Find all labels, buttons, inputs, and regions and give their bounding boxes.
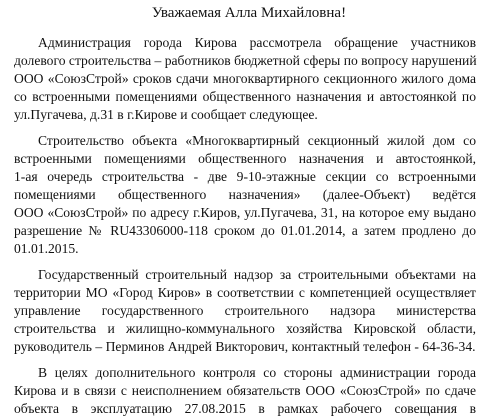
paragraph-line: ООО «СоюзСтрой» по адресу г.Киров, ул.Пугачева, 31, на которое ему выдано [14, 205, 476, 220]
paragraph-line: 1-ая очередь строительства - две 9-10-этажные секции со встроенными [14, 169, 476, 184]
paragraph-line: руководитель – Перминов Андрей Викторович, контактный телефон - 64-36-34. [14, 339, 476, 354]
paragraph-line: помещениями общественного назначения» (далее-Объект) ведётся [14, 187, 476, 202]
paragraph-line: В целях дополнительного контроля со стороны администрации города [38, 365, 476, 380]
paragraph-line: ул.Пугачева, д.31 в г.Кирове и сообщает следующее. [14, 107, 318, 122]
paragraph-line: Государственный строительный надзор за строительными объектами на [38, 267, 476, 282]
paragraph-line: разрешение № RU43306000-118 сроком до 01.01.2014, а затем продлено до [14, 223, 476, 238]
paragraph-line: территории МО «Город Киров» в соответствии с компетенцией осуществляет [14, 285, 476, 300]
paragraph-line: 01.01.2015. [14, 241, 79, 256]
paragraph-line: долевого строительства – работников бюджетной сферы по вопросу нарушений [14, 53, 477, 68]
paragraph-line: управление государственного строительного надзора министерства [14, 303, 476, 318]
paragraph-line: Кирова и в связи с неисполнением обязательств ООО «СоюзСтрой» по сдаче [14, 383, 476, 398]
paragraph-line: ООО «СоюзСтрой» сроков сдачи многоквартирного секционного жилого дома [14, 71, 476, 86]
paragraph-line: встроенными помещениями общественного назначения и автостоянкой, [14, 151, 476, 166]
paragraph-line: Администрация города Кирова рассмотрела обращение участников [38, 35, 476, 50]
paragraph-line: со встроенными помещениями общественного назначения и автостоянкой по [14, 89, 476, 104]
salutation: Уважаемая Алла Михайловна! [151, 5, 347, 21]
paragraph-line: строительства и жилищно-коммунального хозяйства Кировской области, [14, 321, 476, 336]
paragraph-line: объекта в эксплуатацию 27.08.2015 в рамках рабочего совещания в [14, 401, 476, 416]
paragraph-line: Строительство объекта «Многоквартирный секционный жилой дом со [38, 133, 476, 148]
